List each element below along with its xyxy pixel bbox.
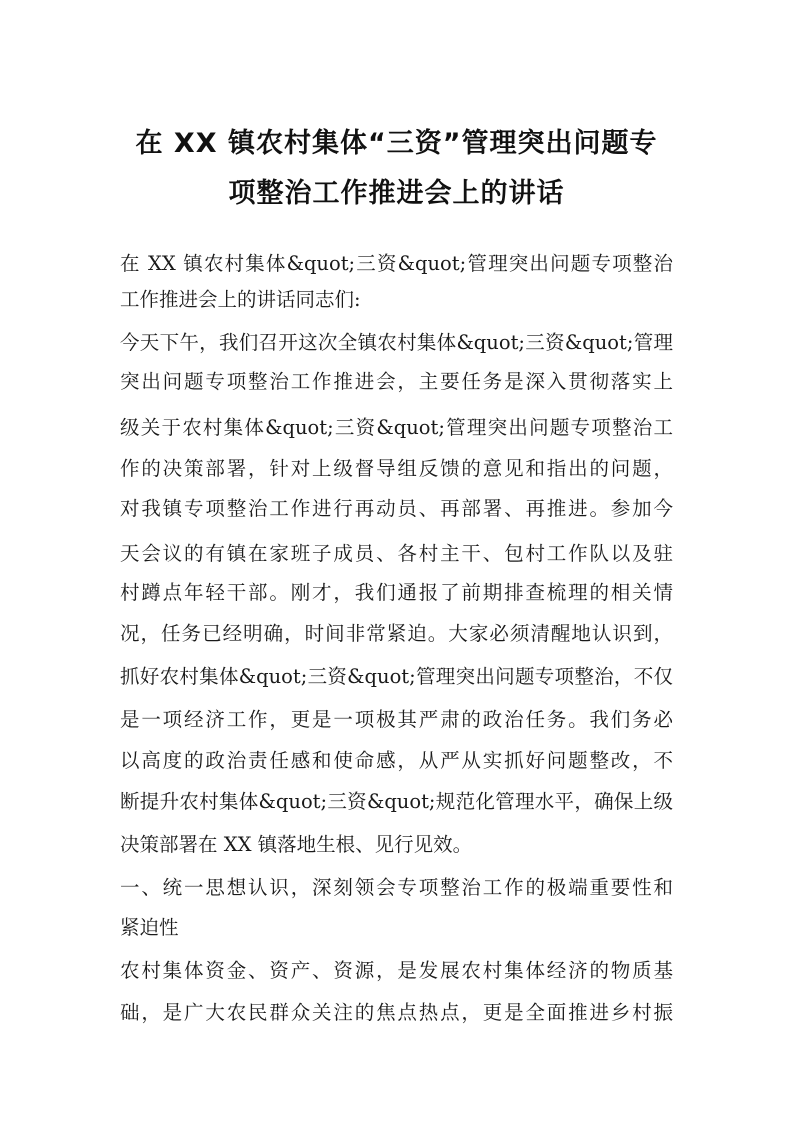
- body-line: 突出问题专项整治工作推进会，主要任务是深入贯彻落实上: [120, 370, 673, 393]
- document-title-line-1: 在 XX 镇农村集体“三资”管理突出问题专: [135, 128, 658, 159]
- body-line: 础，是广大农民群众关注的焦点热点，更是全面推进乡村振: [120, 1001, 673, 1024]
- body-line: 一、统一思想认识，深刻领会专项整治工作的极端重要性和: [120, 876, 673, 899]
- body-line: 工作推进会上的讲话同志们:: [120, 288, 361, 311]
- body-line: 断提升农村集体&quot;三资&quot;规范化管理水平，确保上级: [120, 790, 673, 813]
- body-line: 对我镇专项整治工作进行再动员、再部署、再推进。参加今: [120, 497, 673, 520]
- body-line: 在 XX 镇农村集体&quot;三资&quot;管理突出问题专项整治: [120, 252, 673, 275]
- body-line: 级关于农村集体&quot;三资&quot;管理突出问题专项整治工: [120, 416, 673, 439]
- body-line: 紧迫性: [120, 916, 179, 939]
- body-line: 况，任务已经明确，时间非常紧迫。大家必须清醒地认识到，: [120, 622, 673, 645]
- body-line: 农村集体资金、资产、资源，是发展农村集体经济的物质基: [120, 959, 673, 982]
- body-line: 天会议的有镇在家班子成员、各村主干、包村工作队以及驻: [120, 542, 673, 565]
- body-line: 决策部署在 XX 镇落地生根、见行见效。: [120, 833, 473, 856]
- body-line: 今天下午，我们召开这次全镇农村集体&quot;三资&quot;管理: [120, 331, 673, 354]
- body-line: 抓好农村集体&quot;三资&quot;管理突出问题专项整治，不仅: [120, 665, 673, 688]
- body-line: 是一项经济工作，更是一项极其严肃的政治任务。我们务必: [120, 708, 673, 731]
- document-title-line-2: 项整治工作推进会上的讲话: [228, 178, 565, 209]
- body-line: 以高度的政治责任感和使命感，从严从实抓好问题整改，不: [120, 749, 673, 772]
- body-line: 作的决策部署，针对上级督导组反馈的意见和指出的问题，: [120, 457, 673, 480]
- body-line: 村蹲点年轻干部。刚才，我们通报了前期排查梳理的相关情: [120, 581, 673, 604]
